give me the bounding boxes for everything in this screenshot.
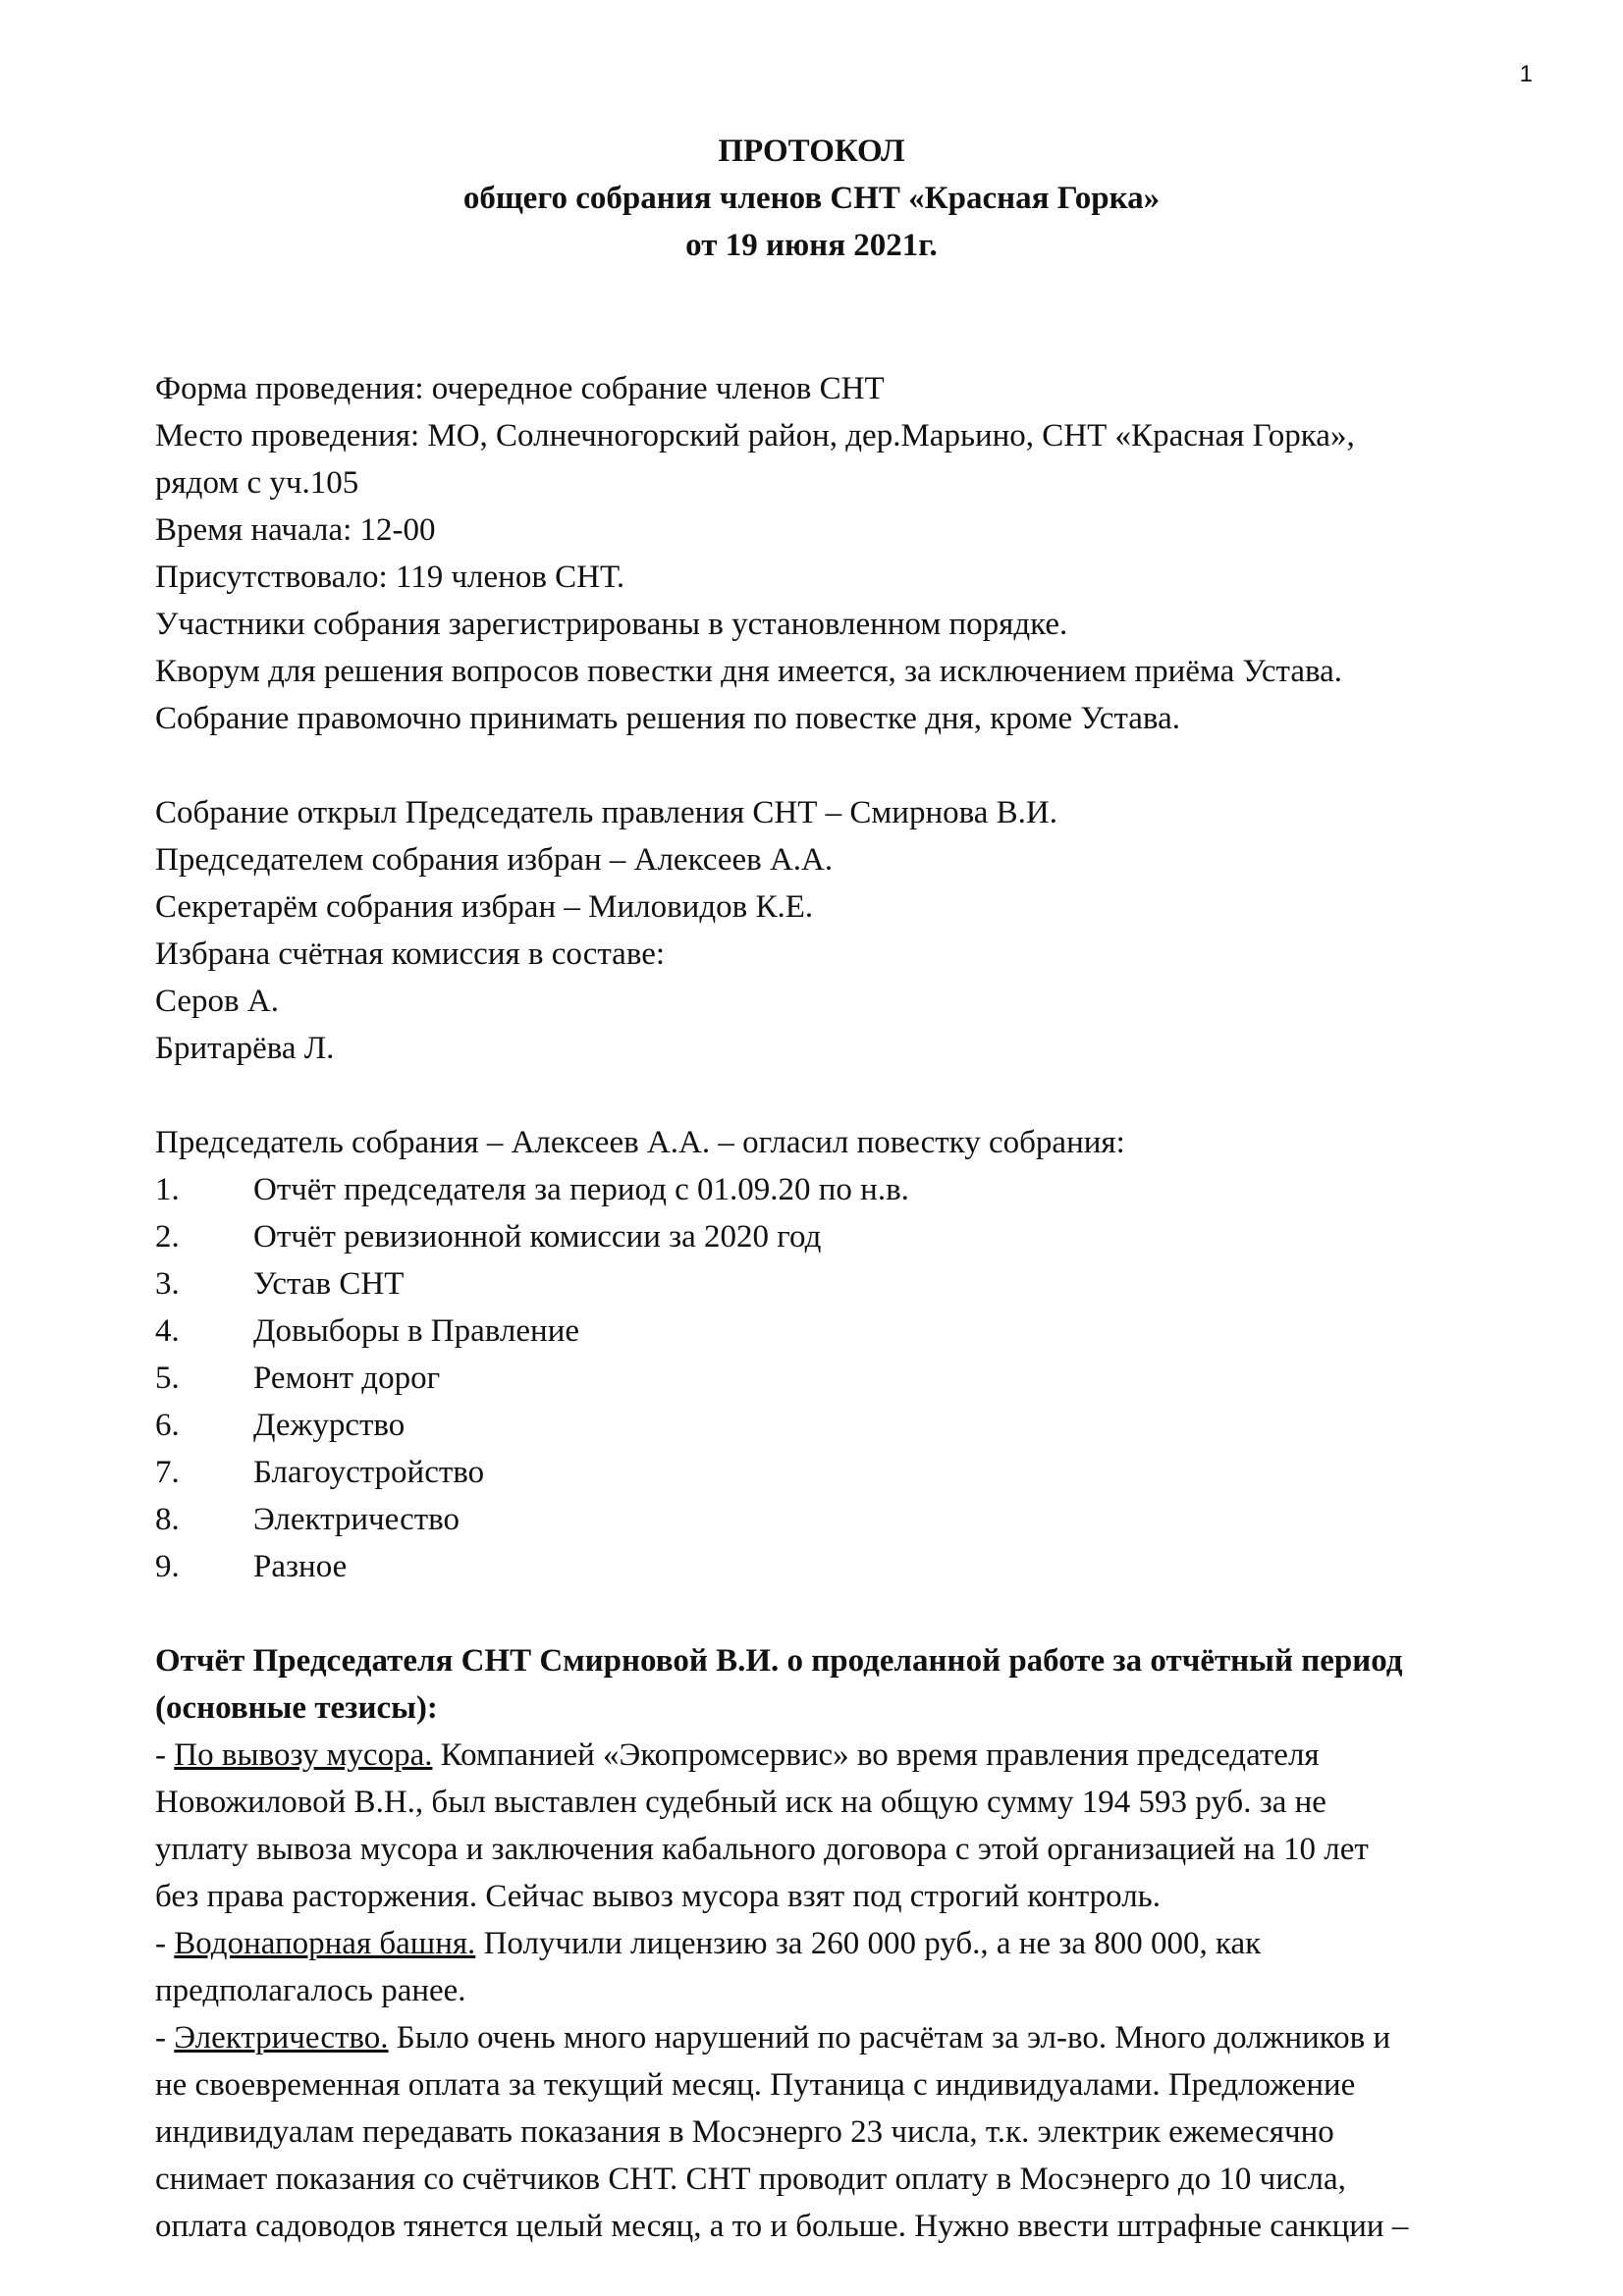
report-text: Было очень много нарушений по расчётам за эл-во. Много должников и [388,2020,1391,2056]
agenda-number: 8. [155,1502,180,1537]
info-line: Присутствовало: 119 членов СНТ. [155,560,625,595]
report-electric-line [155,2014,1549,2061]
topic-water-tower: Водонапорная башня. [174,1926,476,1961]
title-line-2: общего собрания членов СНТ «Красная Горка» [462,181,1161,216]
agenda-item [155,1355,1549,1402]
agenda-number: 4. [155,1313,180,1349]
bullet-dash: - [155,1737,175,1773]
official-line: Бритарёва Л. [155,1031,335,1066]
report-tower-line [155,1920,1549,1967]
agenda-number: 3. [155,1266,180,1302]
report-line: не своевременная оплата за текущий месяц. Путаница с индивидуалами. Предложение [155,2067,1356,2103]
info-line: Форма проведения: очередное собрание членов СНТ [155,371,885,406]
report-text: Получили лицензию за 260 000 руб., а не за 800 000, как [475,1926,1262,1961]
report-line: без права расторжения. Сейчас вывоз мусора взят под строгий контроль. [155,1879,1161,1914]
agenda-text: Разное [253,1549,348,1584]
paragraph-gap [155,1072,1549,1119]
report-text: Компанией «Экопромсервис» во время правления председателя [432,1737,1320,1773]
info-line: Собрание правомочно принимать решения по повестке дня, кроме Устава. [155,701,1180,736]
agenda-number: 9. [155,1549,180,1584]
report-heading-subtitle: (основные тезисы): [155,1690,438,1726]
agenda-text: Довыборы в Правление [253,1313,580,1349]
official-line: Секретарём собрания избран – Миловидов К.Е. [155,889,814,925]
agenda-item [155,1402,1549,1449]
info-line: Время начала: 12-00 [155,512,436,548]
official-line: Серов А. [155,984,279,1019]
agenda-text: Устав СНТ [253,1266,405,1302]
report-line: предполагалось ранее. [155,1973,466,2008]
agenda-text: Отчёт председателя за период с 01.09.20 по н.в. [253,1172,909,1207]
agenda-number: 5. [155,1361,180,1396]
agenda-number: 7. [155,1455,180,1490]
report-garbage-line [155,1732,1549,1779]
topic-garbage: По вывозу мусора. [174,1737,433,1773]
paragraph-gap [155,1590,1549,1637]
bullet-dash: - [155,1926,175,1961]
agenda-text: Ремонт дорог [253,1361,441,1396]
official-line: Собрание открыл Председатель правления СНТ – Смирнова В.И. [155,795,1058,830]
report-line: Новожиловой В.Н., был выставлен судебный иск на общую сумму 194 593 руб. за не [155,1785,1326,1820]
official-line: Председателем собрания избран – Алексеев А.А. [155,842,834,878]
report-line: индивидуалам передавать показания в Мосэнерго 23 числа, т.к. электрик ежемесячно [155,2114,1334,2150]
agenda-item [155,1449,1549,1496]
title-line-1: ПРОТОКОЛ [718,133,905,169]
info-line: рядом с уч.105 [155,465,359,501]
report-line: уплату вывоза мусора и заключения кабального договора с этой организацией на 10 лет [155,1832,1369,1867]
agenda-text: Дежурство [253,1408,406,1443]
info-line: Место проведения: МО, Солнечногорский район, дер.Марьино, СНТ «Красная Горка», [155,418,1355,454]
report-line: снимает показания со счётчиков СНТ. СНТ проводит оплату в Мосэнерго до 10 числа, [155,2162,1346,2197]
agenda-list [155,1166,1549,1590]
agenda-item [155,1166,1549,1213]
title-line-3: от 19 июня 2021г. [685,228,938,263]
agenda-text: Электричество [253,1502,460,1537]
info-line: Кворум для решения вопросов повестки дня имеется, за исключением приёма Устава. [155,654,1343,689]
agenda-item [155,1496,1549,1543]
agenda-item [155,1543,1549,1590]
page-number: 1 [1519,61,1533,87]
bullet-dash: - [155,2020,175,2056]
agenda-item [155,1213,1549,1260]
topic-electricity: Электричество. [174,2020,389,2056]
agenda-number: 2. [155,1219,180,1255]
info-line: Участники собрания зарегистрированы в установленном порядке. [155,607,1068,642]
agenda-intro: Председатель собрания – Алексеев А.А. – огласил повестку собрания: [155,1125,1125,1160]
document-body [155,365,1549,2250]
paragraph-gap [155,742,1549,789]
agenda-number: 1. [155,1172,180,1207]
official-line: Избрана счётная комиссия в составе: [155,936,666,972]
report-line: оплата садоводов тянется целый месяц, а то и больше. Нужно ввести штрафные санкции – [155,2209,1409,2244]
report-heading: Отчёт Председателя СНТ Смирновой В.И. о проделанной работе за отчётный период [155,1643,1403,1679]
agenda-text: Отчёт ревизионной комиссии за 2020 год [253,1219,822,1255]
agenda-item [155,1308,1549,1355]
agenda-text: Благоустройство [253,1455,485,1490]
document-title [0,128,1623,269]
agenda-item [155,1260,1549,1308]
agenda-number: 6. [155,1408,180,1443]
